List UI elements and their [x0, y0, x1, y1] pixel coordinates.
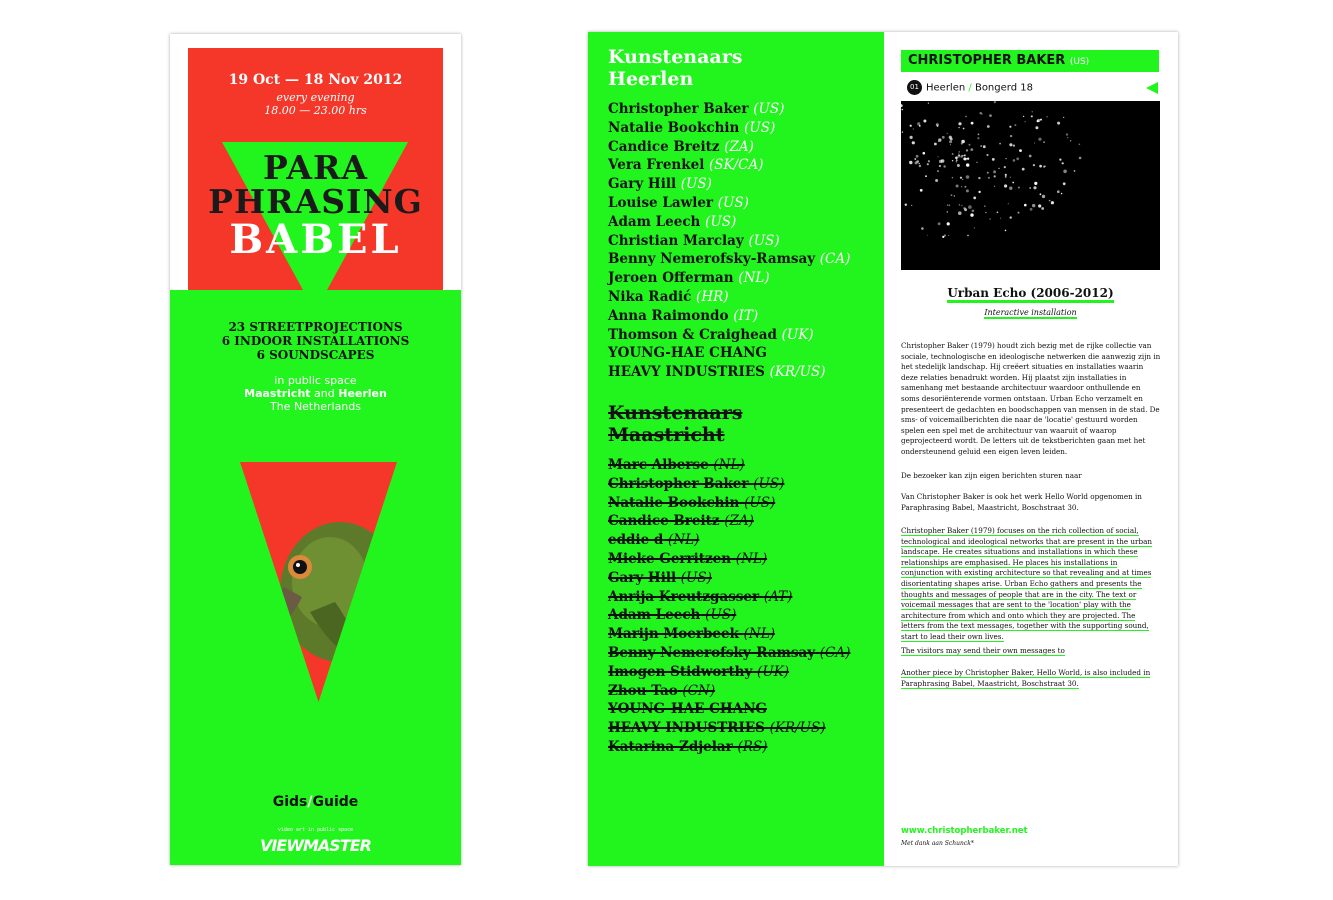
artist-list-country: (ZA) [724, 138, 754, 155]
count-soundscapes: 6 SOUNDSCAPES [256, 348, 375, 362]
artist-list-country: (ZA) [724, 513, 754, 530]
artist-list-name: Imogen Stidworthy [608, 663, 753, 680]
dutch-other-work: Van Christopher Baker is ook het werk Hello World opgenomen in Paraphrasing Babel, Maastricht, Boschstraat 30. [901, 492, 1142, 512]
artist-list-country: (IT) [733, 307, 759, 324]
count-installations: 6 INDOOR INSTALLATIONS [221, 334, 410, 348]
artist-header [901, 50, 1159, 72]
artist-list-name: eddie d [608, 532, 664, 549]
place-and: and [310, 387, 339, 400]
artist-list-name: Christopher Baker [608, 475, 749, 492]
artist-list-name: Katarina Zdjelar [608, 738, 733, 755]
maastricht-artist-list [608, 456, 850, 757]
artist-list-country: (NL) [738, 270, 770, 287]
artist-list-country: (US) [705, 607, 737, 624]
artist-list-country: (US) [680, 569, 712, 586]
dutch-description: Christopher Baker (1979) houdt zich bezig met de rijke collectie van sociale, technologische en ideologische netwerken die aanwezig zijn in het stedelijk landschap. Hij creëert situaties en installaties waarin deze relaties benadrukt worden. Hij plaatst zijn installaties in samenhang met bestaande architectuur waardoor onthullende en soms desoriënterende vormen ontstaan. Urban Echo verzamelt en presenteert de gedachten en boodschappen van mensen in de stad. De sms- of voicemailberichten die naar de 'locatie' gestuurd worden spelen een spel met de architectuur van waaruit of waarop geprojecteerd wordt. De letters uit de tekstberichten gaan met het ondersteunend geluid een eigen leven leiden. [901, 341, 1161, 456]
artist-list-item [608, 588, 850, 607]
place-country: The Netherlands [269, 400, 361, 413]
gids-slash: / [307, 794, 313, 810]
viewmaster-tagline: video art in public space [277, 827, 354, 833]
artist-list-country: (RS) [737, 738, 768, 755]
artist-list-item [608, 700, 850, 719]
artist-list-country: (KR/US) [769, 364, 826, 381]
artist-list-name: Nika Radić [608, 288, 692, 305]
artist-list-name: Adam Leech [608, 607, 701, 624]
artist-list-name: HEAVY INDUSTRIES [608, 720, 765, 737]
artist-list-item [608, 456, 850, 475]
artist-list-item [608, 569, 850, 588]
title-para: PARA [262, 148, 369, 187]
heerlen-heading-line1: Kunstenaars [608, 46, 743, 68]
artist-list-item [608, 682, 850, 701]
artist-name: CHRISTOPHER BAKER [908, 53, 1066, 68]
artist-list-name: Candice Breitz [608, 138, 720, 155]
artist-list-item [608, 494, 850, 513]
artist-list-name: Candice Breitz [608, 513, 720, 530]
artist-list-item [608, 663, 850, 682]
english-description: Christopher Baker (1979) focuses on the rich collection of social, technological and ideological networks that are present in the urban landscape. He creates situations and installations in which these relationships are emphasised. He places his installations in conjunction with existing architecture so that revealing and at times disorientating shapes arise. Urban Echo gathers and presents the thoughts and messages of people that are in the city. The text or voicemail messages that are sent to the 'location' play with the architecture from which and onto which they are projected. The letters from the text messages, together with the supporting sound, start to lead their own lives. [901, 526, 1153, 641]
artist-list-country: (US) [744, 119, 776, 136]
location-number-badge: 01 [907, 80, 922, 95]
cover-green-block [170, 290, 461, 865]
artist-list-name: Zhou Tao [608, 682, 678, 699]
artist-list-item [608, 288, 850, 307]
artist-list-item [608, 326, 850, 345]
artist-list-name: Christian Marclay [608, 232, 744, 249]
credits-note: Met dank aan Schunck* [901, 840, 974, 847]
work-type: Interactive installation [984, 308, 1077, 317]
count-projections: 23 STREETPROJECTIONS [228, 320, 403, 334]
artist-list-item [608, 307, 850, 326]
artist-list-name: Natalie Bookchin [608, 119, 740, 136]
artist-list-name: Vera Frenkel [608, 157, 705, 174]
artist-list-country: (US) [753, 101, 785, 117]
maastricht-heading-line2: Maastricht [608, 424, 725, 446]
event-evening: every evening [276, 91, 355, 104]
location-separator: / [965, 82, 975, 94]
artist-list-country: (NL) [743, 626, 775, 643]
place-line1: in public space [274, 374, 357, 387]
artist-list-country: (UK) [781, 326, 814, 343]
artist-list-name: Jeroen Offerman [608, 270, 734, 287]
artist-list-country: (CN) [682, 682, 716, 699]
artist-list-name: Anna Raimondo [608, 307, 729, 324]
maastricht-heading-line1: Kunstenaars [608, 402, 743, 424]
artist-list-name: Louise Lawler [608, 194, 714, 211]
artist-list-item [608, 512, 850, 531]
location-city: Heerlen [926, 82, 966, 94]
cover-red-block [188, 48, 443, 290]
artist-list-name: Adam Leech [608, 213, 701, 230]
place-maastricht: Maastricht [244, 387, 311, 400]
dutch-visitors-note: De bezoeker kan zijn eigen berichten sturen naar [901, 471, 1082, 480]
location-address: Bongerd 18 [974, 82, 1033, 94]
artist-list-item [608, 606, 850, 625]
artist-list-name: YOUNG-HAE CHANG [608, 345, 767, 362]
event-hours: 18.00 — 23.00 hrs [264, 104, 367, 117]
guide-cover [170, 34, 461, 865]
title-babel: BABEL [229, 216, 402, 263]
artist-list-country: (US) [748, 232, 780, 249]
artist-list-name: YOUNG-HAE CHANG [608, 701, 767, 718]
artist-list-country: (US) [717, 194, 749, 211]
artist-list-item [608, 213, 850, 232]
artist-list-item [608, 531, 850, 550]
artist-list-name: Anrija Kreutzgasser [608, 588, 760, 605]
artist-list-item [608, 644, 850, 663]
gids-text: Gids [272, 794, 308, 810]
artist-list-country: (SK/CA) [709, 157, 764, 174]
artist-list-item [608, 550, 850, 569]
guide-spread [588, 32, 1178, 866]
artist-list-country: (US) [744, 494, 776, 511]
artist-list-item [608, 625, 850, 644]
maastricht-heading [608, 402, 742, 446]
guide-label [170, 794, 461, 810]
artist-list-country: (HR) [696, 288, 729, 305]
artist-list-name: Benny Nemerofsky-Ramsay [608, 644, 816, 661]
artist-list-item [608, 269, 850, 288]
artist-list-country: (US) [753, 475, 785, 492]
artist-list-country: (AT) [763, 588, 793, 605]
title-phrasing: PHRASING [208, 182, 423, 221]
artist-list-name: Benny Nemerofsky-Ramsay [608, 251, 816, 268]
artist-list-item [608, 138, 850, 157]
artist-list-item [608, 232, 850, 251]
artist-list-country: (CA) [819, 251, 851, 268]
english-other-work: Another piece by Christopher Baker, Hello World, is also included in Paraphrasing Babel, Maastricht, Boschstraat 30. [901, 668, 1151, 688]
viewmaster-logo: VIEWMASTER [260, 836, 371, 855]
artist-list-country: (CA) [819, 644, 851, 661]
artist-list-item [608, 719, 850, 738]
heerlen-heading-line2: Heerlen [608, 68, 694, 90]
artist-list-item [608, 250, 850, 269]
artist-list-name: Thomson & Craighead [608, 326, 777, 343]
artist-list-country: (NL) [735, 550, 768, 567]
artist-list-item [608, 475, 850, 494]
event-dates: 19 Oct — 18 Nov 2012 [228, 72, 403, 88]
artist-country: (US) [1069, 57, 1090, 67]
artist-list-country: (US) [705, 213, 737, 230]
artist-list-item [608, 363, 850, 382]
artist-list-name: Natalie Bookchin [608, 494, 740, 511]
artist-list-item [608, 738, 850, 757]
artist-list-name: Gary Hill [608, 176, 677, 193]
artwork-photo [901, 101, 1160, 270]
artist-list-name: Marijn Moerbeek [608, 626, 739, 643]
arrow-left-icon [1146, 82, 1158, 94]
artist-list-country: (NL) [713, 457, 745, 473]
place-heerlen: Heerlen [338, 387, 387, 400]
artist-list-name: Marc Alberse [608, 457, 709, 473]
artist-list-item [608, 194, 850, 213]
program-location [170, 374, 461, 413]
artist-list-country: (UK) [757, 663, 790, 680]
work-title: Urban Echo (2006-2012) [947, 286, 1113, 303]
heerlen-heading [608, 46, 742, 90]
artist-list-item [608, 175, 850, 194]
artist-list-name: Gary Hill [608, 569, 677, 586]
parrot-triangle-image [240, 462, 397, 702]
program-counts [170, 320, 461, 362]
artist-list-item [608, 344, 850, 363]
artist-list-item [608, 100, 850, 119]
artist-list-panel [588, 32, 884, 866]
artist-list-country: (US) [680, 176, 712, 193]
location-line [907, 80, 1033, 95]
heerlen-artist-list [608, 100, 850, 382]
guide-text: Guide [312, 794, 359, 810]
artist-list-item [608, 156, 850, 175]
artist-list-name: Christopher Baker [608, 101, 749, 117]
artist-list-name: Mieke Gerritzen [608, 550, 732, 567]
english-visitors-note: The visitors may send their own messages to [901, 646, 1065, 655]
artist-list-country: (KR/US) [769, 720, 826, 737]
artist-website-link[interactable]: www.christopherbaker.net [901, 826, 1028, 836]
artist-list-name: HEAVY INDUSTRIES [608, 364, 765, 381]
artist-list-country: (NL) [668, 532, 700, 549]
artist-list-item [608, 119, 850, 138]
